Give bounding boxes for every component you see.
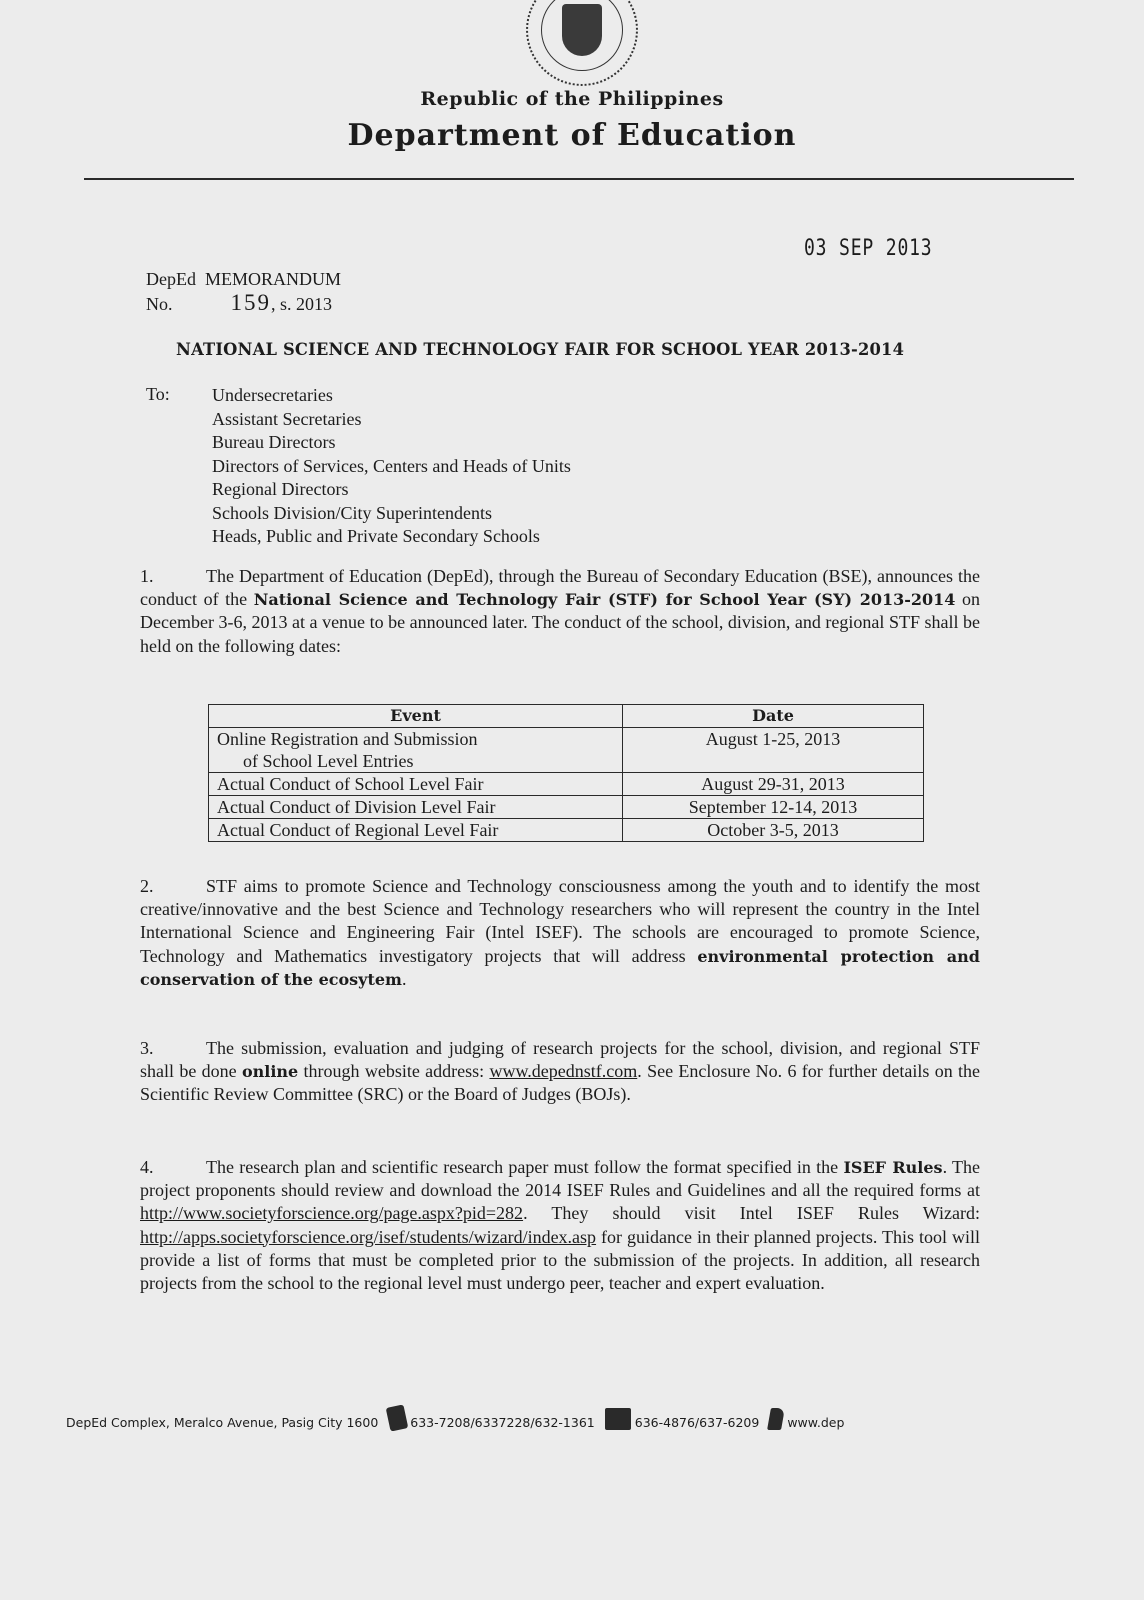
footer-fax: 636-4876/637-6209 — [634, 1415, 760, 1430]
emphasis: ISEF Rules — [843, 1158, 943, 1177]
header-divider — [84, 178, 1074, 180]
isef-wizard-link[interactable]: http://apps.societyforscience.org/isef/students/wizard/index.asp — [140, 1226, 597, 1247]
memo-series: , s. 2013 — [271, 294, 333, 314]
recipient: Regional Directors — [212, 479, 349, 499]
footer-phone: 633-7208/6337228/632-1361 — [410, 1415, 595, 1430]
recipient-list — [212, 384, 571, 549]
paragraph-2: 2. STF aims to promote Science and Technology consciousness among the youth and to identify the most creative/innovative and the best Science and Technology researchers who will represent the country in the Intel International Science and Engineering Fair (Intel ISEF). The schools are encouraged to promote Science, Technology and Mathematics investigatory projects that will address environmental protection and conservation of the ecosytem. — [140, 876, 980, 989]
table-row: Actual Conduct of Division Level Fair September 12-14, 2013 — [209, 796, 924, 819]
schedule-table — [208, 704, 924, 842]
recipient: Directors of Services, Centers and Heads of Units — [212, 455, 571, 476]
paragraph-4: 4. The research plan and scientific research paper must follow the format specified in the ISEF Rules. The project proponents should review and download the 2014 ISEF Rules and Guidelines and all the required forms at http://www.societyforscience.org/page.aspx?pid=282. They should visit Intel ISEF Rules Wizard: http://apps.societyforscience.org/isef/students/wizard/index.asp for guidance in their planned projects. This tool will provide a list of forms that must be completed prior to the submission of the projects. In addition, all research projects from the school to the regional level must undergo peer, teacher and expert evaluation. — [140, 1157, 980, 1294]
recipient: Undersecretaries — [212, 385, 333, 405]
footer-web[interactable]: www.dep — [787, 1415, 845, 1430]
recipient: Bureau Directors — [212, 432, 336, 452]
web-icon — [767, 1408, 785, 1430]
date-stamp: 03 SEP 2013 — [804, 236, 933, 261]
table-row: Online Registration and Submission of School Level Entries August 1-25, 2013 — [209, 728, 924, 773]
recipient: Schools Division/City Superintendents — [212, 502, 493, 523]
emphasis: environmental protection and conservation of the ecosytem — [140, 946, 980, 989]
memo-no-label: No. — [146, 294, 173, 314]
recipient: Assistant Secretaries — [212, 408, 362, 429]
deped-seal-icon — [526, 0, 638, 86]
fax-icon — [605, 1408, 631, 1430]
depednstf-link[interactable]: www.depednstf.com — [489, 1061, 638, 1082]
paragraph-number: 4. — [140, 1157, 154, 1177]
column-header-event: Event — [209, 705, 623, 728]
memo-subject: NATIONAL SCIENCE AND TECHNOLOGY FAIR FOR SCHOOL YEAR 2013-2014 — [176, 340, 905, 359]
footer-contact — [66, 1406, 844, 1430]
paragraph-1: 1. The Department of Education (DepEd), through the Bureau of Secondary Education (BSE), announces the conduct of the National Science and Technology Fair (STF) for School Year (SY) 2013-2014 on December 3-6, 2013 at a venue to be announced later. The conduct of the school, division, and regional STF shall be held on the following dates: — [140, 566, 981, 656]
recipient: Heads, Public and Private Secondary Schools — [212, 526, 540, 546]
paragraph-3: 3. The submission, evaluation and judging of research projects for the school, division, and regional STF shall be done online through website address: www.depednstf.com. See Enclosure No. 6 for further details on the Scientific Review Committee (SRC) or the Board of Judges (BOJs). — [140, 1038, 980, 1105]
phone-icon — [386, 1404, 409, 1431]
paragraph-number: 2. — [140, 876, 154, 896]
republic-heading: Republic of the Philippines — [420, 88, 724, 110]
footer-address: DepEd Complex, Meralco Avenue, Pasig City 1600 — [66, 1415, 379, 1430]
memo-number: 159 — [230, 290, 271, 315]
isef-rules-link[interactable]: http://www.societyforscience.org/page.aspx?pid=282 — [140, 1203, 524, 1224]
column-header-date: Date — [623, 705, 924, 728]
to-label: To: — [146, 384, 170, 404]
memo-number-block — [146, 268, 341, 316]
department-heading: Department of Education — [347, 118, 797, 153]
paragraph-number: 1. — [140, 566, 154, 586]
memo-type: DepEd MEMORANDUM — [146, 269, 341, 289]
emphasis: National Science and Technology Fair (STF) for School Year (SY) 2013-2014 — [253, 590, 956, 610]
paragraph-number: 3. — [140, 1038, 154, 1058]
table-row: Actual Conduct of Regional Level Fair October 3-5, 2013 — [209, 819, 924, 842]
emphasis: online — [241, 1062, 299, 1082]
table-row: Actual Conduct of School Level Fair August 29-31, 2013 — [209, 773, 924, 796]
